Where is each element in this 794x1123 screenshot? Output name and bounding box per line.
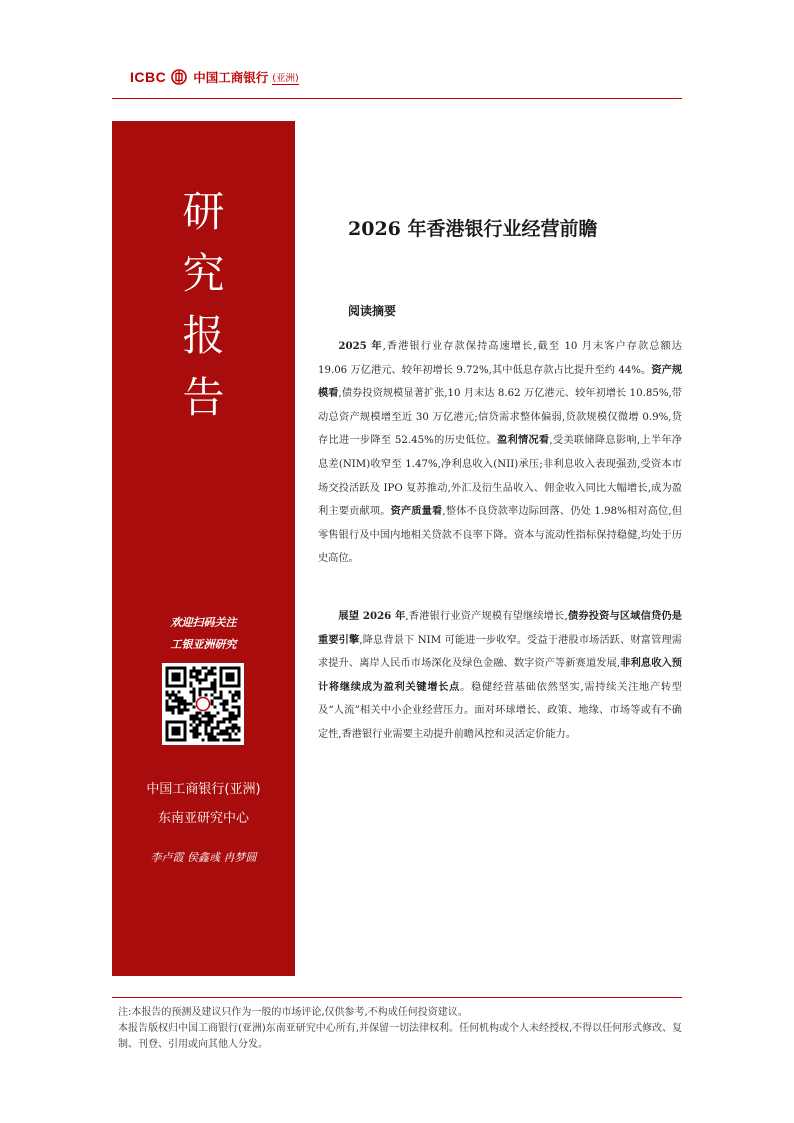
- page-header: [130, 66, 299, 88]
- sidebar-title-char: 告: [182, 373, 225, 422]
- bank-sub: (亚洲): [272, 70, 298, 85]
- disclaimer-line: 注:本报告的预测及建议只作为一般的市场评论,仅供参考,不构成任何投资建议。: [118, 1007, 468, 1018]
- scan-caption-line: 工银亚洲研究: [170, 638, 237, 651]
- icbc-logo-icon: [171, 69, 187, 85]
- summary-paragraph-2: [318, 605, 682, 747]
- summary-heading: 阅读摘要: [348, 304, 397, 318]
- scan-caption: [112, 612, 295, 656]
- sidebar-title-char: 研: [182, 187, 225, 236]
- sidebar-title: [112, 181, 295, 429]
- sidebar-title-char: 报: [182, 311, 225, 360]
- body-text: ,香港银行业存款保持高速增长,截至 10 月末客户存款总额达 19.06 万亿港元、较年初增长 9.72%,其中低息存款占比提升至约 44%。: [318, 341, 682, 376]
- body-text: ,受美联储降息影响,上半年净息差(NIM)收窄至 1.47%,净利息收入(NII)承压;非利息收入表现强劲,受资本市场交投活跃及 IPO 复苏推动,外汇及衍生品收入、佣金收入同比大幅增长,成为盈利主要贡献项。: [318, 435, 682, 518]
- emphasis-text: 资产规模看: [318, 363, 683, 400]
- bank-name: 中国工商银行: [193, 70, 269, 85]
- body-text: ,债券投资规模显著扩张,10 月末达 8.62 万亿港元、较年初增长 10.85%,带动总资产规模增至近 30 万亿港元;信贷需求整体偏弱,贷款规模仅微增 0.9%,贷存比进一步降至 52.45%的历史低位。: [318, 388, 682, 447]
- body-text: 。稳健经营基础依然坚实,需持续关注地产转型及“人流”相关中小企业经营压力。面对环球增长、政策、地缘、市场等或有不确定性,香港银行业需要主动提升前瞻风控和灵活定价能力。: [318, 681, 682, 740]
- icbc-wordmark: ICBC: [130, 69, 167, 85]
- qr-code-graphic: [162, 663, 244, 745]
- emphasis-text: 2025 年: [338, 340, 383, 352]
- body-text: ,降息背景下 NIM 可能进一步收窄。受益于港股市场活跃、财富管理需求提升、离岸人民币市场深化及绿色金融、数字资产等新赛道发展,: [318, 634, 682, 670]
- body-text: ,香港银行业资产规模有望继续增长,: [405, 611, 568, 622]
- footer-rule: [112, 997, 682, 998]
- emphasis-text: 盈利情况看: [496, 434, 550, 447]
- sidebar-title-char: 究: [182, 249, 225, 298]
- org-center: 东南亚研究中心: [157, 811, 249, 826]
- report-title: 2026 年香港银行业经营前瞻: [348, 218, 598, 240]
- footer-disclaimer: [118, 1005, 688, 1053]
- header-rule: [112, 98, 682, 99]
- body-text: ,整体不良贷款率边际回落、仍处 1.98%相对高位,但零售银行及中国内地相关贷款不良率下降。资本与流动性指标保持稳健,均处于历史高位。: [318, 506, 683, 565]
- sidebar-org: [112, 775, 295, 833]
- emphasis-text: 资产质量看: [390, 505, 443, 518]
- emphasis-text: 展望 2026 年: [338, 610, 406, 622]
- sidebar-panel: [112, 121, 295, 976]
- copyright-line: 本报告版权归中国工商银行(亚洲)东南亚研究中心所有,并保留一切法律权利。任何机构或个人未经授权,不得以任何形式修改、复制、刊登、引用或向其他人分发。: [118, 1023, 683, 1050]
- emphasis-text: 非利息收入预计将继续成为盈利关键增长点: [318, 657, 682, 693]
- org-name: 中国工商银行(亚洲): [146, 782, 261, 797]
- emphasis-text: 债券投资与区域信贷仍是重要引擎: [318, 610, 682, 646]
- summary-paragraph-1: [318, 335, 682, 571]
- authors: 李卢霞 侯鑫彧 冉梦圆: [150, 851, 257, 864]
- scan-caption-line: 欢迎扫码关注: [170, 616, 237, 629]
- qr-code[interactable]: [162, 663, 244, 745]
